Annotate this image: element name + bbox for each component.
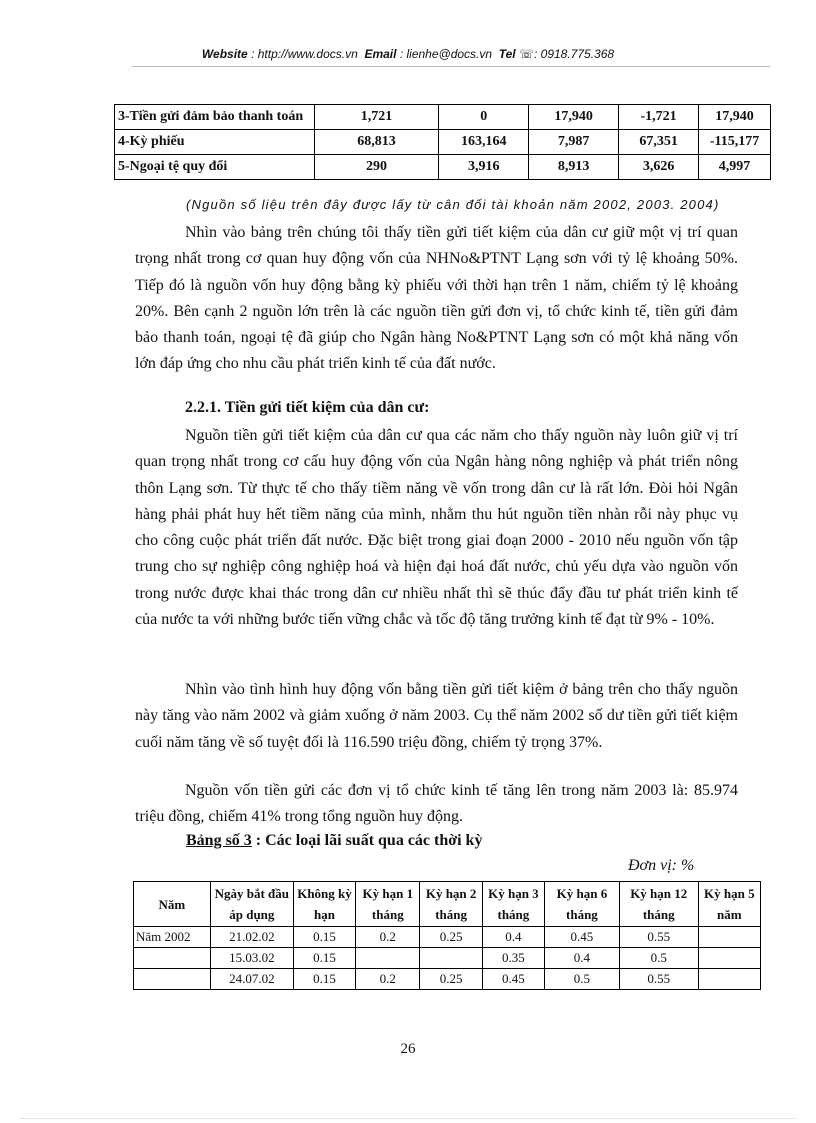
table-caption-label: Bảng số 3 xyxy=(186,832,252,849)
table-cell: 0.55 xyxy=(619,969,698,990)
table-cell: 15.03.02 xyxy=(210,948,293,969)
table-cell: 0 xyxy=(439,105,529,130)
table-cell: 7,987 xyxy=(529,130,619,155)
table-caption-text: : Các loại lãi suất qua các thời kỳ xyxy=(251,832,483,849)
table-caption xyxy=(186,832,482,850)
table-cell: 8,913 xyxy=(529,155,619,180)
table-row xyxy=(134,969,761,990)
row-label: 5-Ngoại tệ quy đổi xyxy=(115,155,315,180)
paragraph-2: Nguồn tiền gửi tiết kiệm của dân cư qua các năm cho thấy nguồn này luôn giữ vị trí quan trọng nhất trong cơ cấu huy động vốn của Ngân hàng nông nghiệp và phát triển nông thôn Lạng sơn. Từ thực tế cho thấy tiềm năng về vốn trong dân cư là rất lớn. Đòi hỏi Ngân hàng phải phát huy hết tiềm năng của mình, nhằm thu hút nguồn tiền nhàn rỗi này phục vụ cho công cuộc phát triển đất nước. Đặc biệt trong giai đoạn 2000 - 2010 nếu nguồn vốn tập trung cho sự nghiệp công nghiệp hoá và hiện đại hoá đất nước, chủ yếu dựa vào nguồn vốn trong nước được khai thác trong dân cư nhiều nhất thì sẽ thúc đẩy đầu tư phát triển kinh tế của nước ta với những bước tiến vững chắc và tốc độ tăng trưởng kinh tế đạt từ 9% - 10%. xyxy=(135,427,738,629)
section-heading: 2.2.1. Tiền gửi tiết kiệm của dân cư: xyxy=(185,399,430,416)
table-cell: 17,940 xyxy=(699,105,771,130)
table-cell: 3,626 xyxy=(619,155,699,180)
header-divider xyxy=(132,66,770,67)
table-cell: 0.55 xyxy=(619,927,698,948)
page-number: 26 xyxy=(400,1041,416,1057)
table-cell: 0.45 xyxy=(482,969,544,990)
table-cell: 0.35 xyxy=(482,948,544,969)
column-header: Kỳ hạn 1 tháng xyxy=(356,882,420,927)
tel-label: Tel xyxy=(498,47,516,61)
table-row xyxy=(134,948,761,969)
table-cell xyxy=(134,948,211,969)
row-label: 4-Kỳ phiếu xyxy=(115,130,315,155)
column-header: Không kỳ hạn xyxy=(293,882,355,927)
table-cell: 0.45 xyxy=(545,927,620,948)
table-cell: 1,721 xyxy=(314,105,439,130)
table-cell xyxy=(134,969,211,990)
table-cell: 0.4 xyxy=(545,948,620,969)
column-header: Kỳ hạn 5 năm xyxy=(698,882,760,927)
source-note: (Nguồn số liệu trên đây được lấy từ cân đối tài khoản năm 2002, 2003. 2004) xyxy=(186,197,720,212)
table-row xyxy=(115,155,771,180)
table-cell: 0.15 xyxy=(293,948,355,969)
tel-value: : 0918.775.368 xyxy=(533,47,615,61)
table-cell xyxy=(698,927,760,948)
email-label: Email xyxy=(364,47,397,61)
table-cell: -1,721 xyxy=(619,105,699,130)
table-cell: -115,177 xyxy=(699,130,771,155)
column-header: Kỳ hạn 6 tháng xyxy=(545,882,620,927)
email-value: : lienhe@docs.vn xyxy=(399,47,493,61)
table-cell: 0.5 xyxy=(545,969,620,990)
table-cell: 0.15 xyxy=(293,969,355,990)
column-header: Kỳ hạn 12 tháng xyxy=(619,882,698,927)
table-cell: 0.2 xyxy=(356,969,420,990)
website-value: : http://www.docs.vn xyxy=(251,47,358,61)
column-header: Kỳ hạn 3 tháng xyxy=(482,882,544,927)
table-cell: 4,997 xyxy=(699,155,771,180)
table-cell: 67,351 xyxy=(619,130,699,155)
table-cell: 21.02.02 xyxy=(210,927,293,948)
table-cell xyxy=(420,948,482,969)
table-row xyxy=(134,927,761,948)
table-cell: 163,164 xyxy=(439,130,529,155)
footer-divider xyxy=(20,1118,796,1119)
paragraph-4: Nguồn vốn tiền gửi các đơn vị tổ chức kinh tế tăng lên trong năm 2003 là: 85.974 triệu đồng, chiếm 41% trong tổng nguồn huy động. xyxy=(135,782,738,826)
table-cell: 17,940 xyxy=(529,105,619,130)
paragraph-3: Nhìn vào tình hình huy động vốn bằng tiền gửi tiết kiệm ở bảng trên cho thấy nguồn này tăng vào năm 2002 và giảm xuống ở năm 2003. Cụ thể năm 2002 số dư tiền gửi tiết kiệm cuối năm tăng về số tuyệt đối là 116.590 triệu đồng, chiếm tỷ trọng 37%. xyxy=(135,681,738,751)
funding-sources-table xyxy=(114,104,771,180)
table-cell: 3,916 xyxy=(439,155,529,180)
table-cell: 24.07.02 xyxy=(210,969,293,990)
phone-icon: ☏ xyxy=(518,47,534,61)
table-cell: 0.4 xyxy=(482,927,544,948)
table-row xyxy=(115,105,771,130)
table-cell: 0.25 xyxy=(420,969,482,990)
table-cell: Năm 2002 xyxy=(134,927,211,948)
table-cell: 290 xyxy=(314,155,439,180)
table-cell: 0.2 xyxy=(356,927,420,948)
row-label: 3-Tiền gửi đảm bảo thanh toán xyxy=(115,105,315,130)
table-cell: 0.15 xyxy=(293,927,355,948)
table-header-row xyxy=(134,882,761,927)
table-cell: 0.25 xyxy=(420,927,482,948)
table-cell: 68,813 xyxy=(314,130,439,155)
table-cell xyxy=(698,969,760,990)
website-label: Website xyxy=(201,47,248,61)
column-header: Ngày bắt đầu áp dụng xyxy=(210,882,293,927)
interest-rate-table xyxy=(133,881,761,990)
table-row xyxy=(115,130,771,155)
column-header: Năm xyxy=(134,882,211,927)
paragraph-1: Nhìn vào bảng trên chúng tôi thấy tiền gửi tiết kiệm của dân cư giữ một vị trí quan trọng nhất trong cơ quan huy động vốn của NHNo&PTNT Lạng sơn với tỷ lệ khoảng 50%. Tiếp đó là nguồn vốn huy động bằng kỳ phiếu với thời hạn trên 1 năm, chiếm tỷ lệ khoảng 20%. Bên cạnh 2 nguồn lớn trên là các nguồn tiền gửi đơn vị, tổ chức kinh tế, tiền gửi đảm bảo thanh toán, ngoại tệ đã giúp cho Ngân hàng No&PTNT Lạng sơn có một khả năng vốn lớn đáp ứng cho nhu cầu phát triển kinh tế của đất nước. xyxy=(135,224,738,373)
column-header: Kỳ hạn 2 tháng xyxy=(420,882,482,927)
unit-label: Đơn vị: % xyxy=(628,857,695,874)
table-cell: 0.5 xyxy=(619,948,698,969)
page-header xyxy=(0,47,816,61)
table-cell xyxy=(356,948,420,969)
table-cell xyxy=(698,948,760,969)
